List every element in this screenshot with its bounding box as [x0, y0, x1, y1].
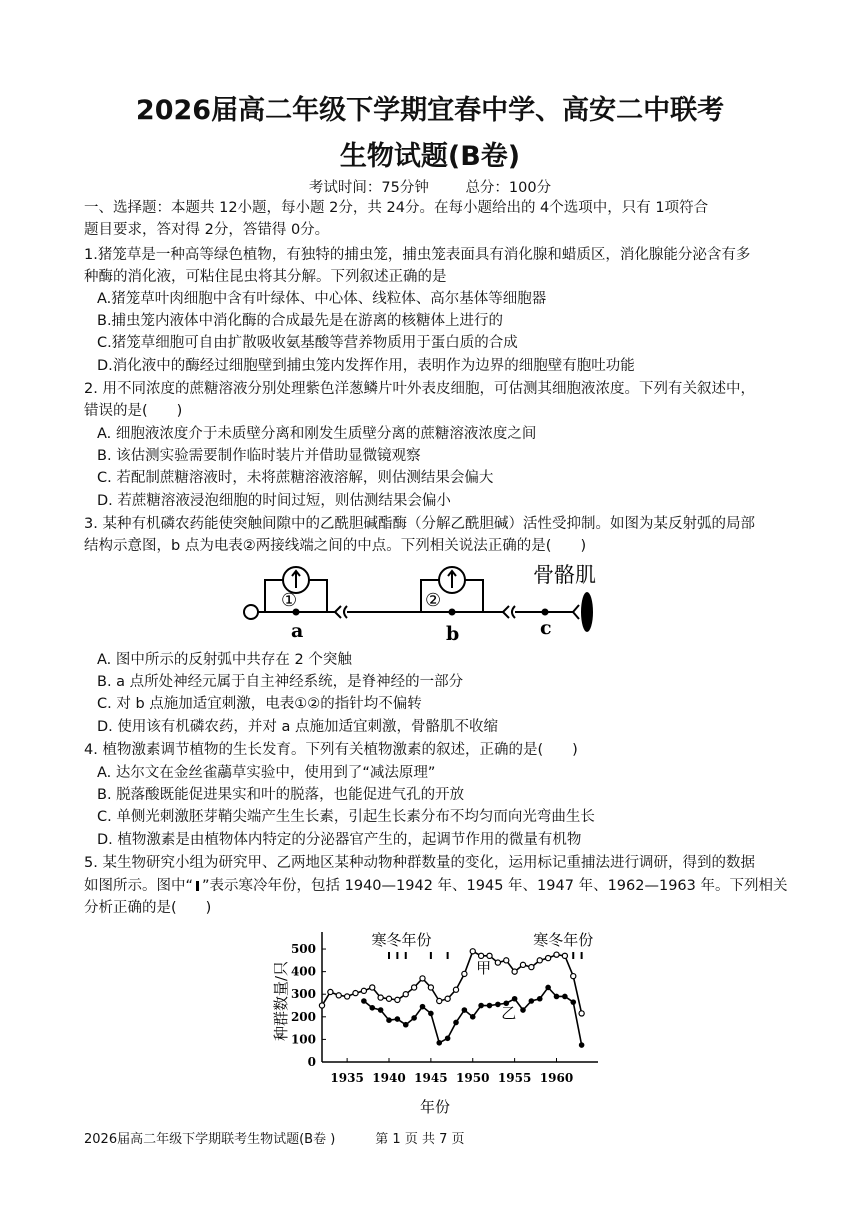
- y-tick-label: 500: [290, 942, 316, 957]
- point-a-label: a: [291, 620, 304, 642]
- q5-stem-3: 分析正确的是( ): [84, 900, 212, 916]
- series-jia-point: [395, 997, 400, 1002]
- section-instruction-2: 题目要求，答对得 2分，答错得 0分。: [84, 222, 330, 238]
- series-jia-point: [470, 949, 475, 954]
- page-footer: [84, 1128, 465, 1147]
- series-jia-point: [487, 953, 492, 958]
- series-jia-point: [319, 1003, 324, 1008]
- series-yi-point: [436, 1040, 442, 1046]
- series-yi-point: [512, 996, 518, 1002]
- q3-stem-2: 结构示意图，b 点为电表②两接线端之间的中点。下列相关说法正确的是( ): [84, 538, 587, 554]
- series-jia-point: [445, 996, 450, 1001]
- series-yi-point: [445, 1035, 451, 1041]
- series-jia-point: [562, 953, 567, 958]
- series-jia-point: [345, 994, 350, 999]
- x-tick-label: 1935: [330, 1071, 364, 1085]
- q3-stem-1: 3. 某种有机磷农药能使突触间隙中的乙酰胆碱酯酶（分解乙酰胆碱）活性受抑制。如图为某反射弧的局部: [84, 516, 755, 532]
- series-jia-point: [579, 1011, 584, 1016]
- q4-option-d: D. 植物激素是由植物体内特定的分泌器官产生的，起调节作用的微量有机物: [97, 832, 582, 848]
- q2-option-a: A. 细胞液浓度介于未质壁分离和刚发生质壁分离的蔗糖溶液浓度之间: [97, 426, 537, 442]
- series-jia-point: [479, 953, 484, 958]
- point-b-label: b: [446, 623, 460, 645]
- point-b-dot: [449, 609, 456, 616]
- muscle-label: 骨骼肌: [533, 563, 596, 587]
- series-yi-point: [487, 1003, 493, 1009]
- series-jia-point: [361, 988, 366, 993]
- series-jia-point: [529, 965, 534, 970]
- y-tick-label: 400: [290, 964, 316, 979]
- x-tick-label: 1945: [414, 1071, 448, 1085]
- series-yi-point: [420, 1004, 426, 1010]
- series-jia-point: [378, 995, 383, 1000]
- series-jia-point: [554, 952, 559, 957]
- q4-stem: 4. 植物激素调节植物的生长发育。下列有关植物激素的叙述，正确的是( ): [84, 742, 578, 758]
- series-label-jia: 甲: [476, 958, 492, 977]
- series-label-yi: 乙: [501, 1003, 517, 1022]
- series-jia-point: [571, 974, 576, 979]
- series-jia-point: [403, 992, 408, 997]
- meter-2-label: ②: [425, 590, 442, 611]
- series-yi-point: [453, 1020, 459, 1026]
- series-jia-point: [428, 985, 433, 990]
- q1-option-c: C.猪笼草细胞可自由扩散吸收氨基酸等营养物质用于蛋白质的合成: [97, 335, 518, 351]
- meter-1-label: ①: [281, 590, 298, 611]
- series-jia-point: [412, 985, 417, 990]
- series-yi-point: [495, 1002, 501, 1008]
- q3-option-b: B. a 点所处神经元属于自主神经系统，是脊神经的一部分: [97, 674, 464, 690]
- series-yi-point: [545, 985, 551, 991]
- exam-meta: [0, 176, 860, 197]
- series-yi-point: [579, 1042, 585, 1048]
- synapse-2: [503, 606, 515, 618]
- series-yi-point: [386, 1017, 392, 1023]
- exam-title: 2026届高二年级下学期宜春中学、高安二中联考: [135, 95, 725, 126]
- series-jia-point: [437, 998, 442, 1003]
- q2-option-c: C. 若配制蔗糖溶液时，未将蔗糖溶液溶解，则估测结果会偏大: [97, 470, 494, 486]
- footer-title: 2026届高二年级下学期联考生物试题(B卷 ): [84, 1132, 336, 1147]
- y-tick-label: 100: [290, 1032, 316, 1047]
- q2-stem-1: 2. 用不同浓度的蔗糖溶液分别处理紫色洋葱鳞片叶外表皮细胞，可估测其细胞液浓度。下列有关叙述中，: [84, 381, 755, 397]
- cell-body: [244, 605, 258, 619]
- series-jia-point: [386, 996, 391, 1001]
- q4-option-a: A. 达尔文在金丝雀虉草实验中，使用到了“减法原理”: [97, 765, 436, 781]
- q2-stem-2: 错误的是( ): [84, 403, 183, 419]
- exam-time: 考试时间：75分钟: [308, 180, 429, 196]
- muscle-shape: [581, 592, 593, 632]
- series-yi-point: [478, 1003, 484, 1009]
- q3-option-a: A. 图中所示的反射弧中共存在 2 个突触: [97, 652, 352, 668]
- q4-option-c: C. 单侧光刺激胚芽鞘尖端产生生长素，引起生长素分布不均匀而向光弯曲生长: [97, 809, 595, 825]
- q3-option-c: C. 对 b 点施加适宜刺激，电表①②的指针均不偏转: [97, 696, 422, 712]
- q1-option-b: B.捕虫笼内液体中消化酶的合成最先是在游离的核糖体上进行的: [97, 313, 504, 329]
- series-yi-point: [462, 1007, 468, 1013]
- q4-option-b: B. 脱落酸既能促进果实和叶的脱落，也能促进气孔的开放: [97, 787, 465, 803]
- reflex-arc-diagram: [235, 560, 625, 645]
- q5-stem-2a: 如图所示。图中“: [84, 878, 194, 894]
- x-tick-label: 1950: [456, 1071, 490, 1085]
- series-yi-point: [520, 1007, 526, 1013]
- series-yi-point: [361, 998, 367, 1004]
- synapse-1: [335, 606, 347, 618]
- q2-option-d: D. 若蔗糖溶液浸泡细胞的时间过短，则估测结果会偏小: [97, 493, 451, 509]
- series-jia-point: [512, 969, 517, 974]
- x-tick-label: 1955: [497, 1071, 532, 1085]
- x-tick-label: 1940: [372, 1071, 406, 1085]
- q5-stem-1: 5. 某生物研究小组为研究甲、乙两地区某种动物种群数量的变化，运用标记重捕法进行调研，得到的数据: [84, 855, 755, 871]
- series-yi-point: [411, 1015, 417, 1021]
- series-yi-point: [570, 999, 576, 1005]
- total-score: 总分：100分: [465, 180, 552, 196]
- q3-option-d: D. 使用该有机磷农药，并对 a 点施加适宜刺激，骨骼肌不收缩: [97, 719, 498, 735]
- neuromuscular-junction: [573, 605, 579, 619]
- series-jia-point: [537, 958, 542, 963]
- point-c-dot: [542, 609, 549, 616]
- series-yi-point: [554, 994, 560, 1000]
- footer-page: 第 1 页 共 7 页: [375, 1132, 465, 1147]
- y-tick-label: 300: [290, 987, 316, 1002]
- series-yi-point: [428, 1011, 434, 1017]
- series-jia-point: [462, 971, 467, 976]
- series-jia-point: [353, 990, 358, 995]
- x-tick-label: 1960: [539, 1071, 574, 1085]
- series-jia-point: [520, 962, 525, 967]
- series-jia-point: [420, 976, 425, 981]
- q1-stem-1: 1.猪笼草是一种高等绿色植物，有独特的捕虫笼，捕虫笼表面具有消化腺和蜡质区，消化腺能分泌含有多: [84, 247, 751, 263]
- y-tick-label: 0: [307, 1055, 316, 1069]
- series-yi-point: [470, 1014, 476, 1020]
- point-c-label: c: [540, 617, 552, 639]
- q1-option-a: A.猪笼草叶肉细胞中含有叶绿体、中心体、线粒体、高尔基体等细胞器: [97, 291, 547, 307]
- section-instruction-1: 一、选择题：本题共 12小题，每小题 2分，共 24分。在每小题给出的 4个选项中，只有 1项符合: [84, 200, 709, 216]
- series-jia-point: [453, 987, 458, 992]
- cold-years-label-1: 寒冬年份: [371, 931, 432, 949]
- series-jia-point: [328, 989, 333, 994]
- q2-option-b: B. 该估测实验需要制作临时装片并借助显微镜观察: [97, 448, 421, 464]
- series-jia-point: [504, 958, 509, 963]
- series-yi-point: [537, 996, 543, 1002]
- series-yi-point: [562, 994, 568, 1000]
- series-jia-point: [546, 955, 551, 960]
- exam-subtitle: 生物试题(B卷): [339, 141, 521, 172]
- y-tick-label: 200: [290, 1009, 316, 1024]
- q5-stem-2: [84, 875, 787, 897]
- y-axis-label: 种群数量/只: [272, 960, 290, 1042]
- series-yi-point: [378, 1007, 384, 1013]
- series-yi-point: [369, 1005, 375, 1011]
- q5-stem-2b: ”表示寒冷年份，包括 1940—1942 年、1945 年、1947 年、1962—1963 年。下列相关: [202, 878, 788, 894]
- population-chart: [260, 920, 640, 1120]
- q1-option-d: D.消化液中的酶经过细胞壁到捕虫笼内发挥作用，表明作为边界的细胞壁有胞吐功能: [97, 358, 635, 374]
- series-yi-point: [529, 998, 535, 1004]
- series-jia-point: [370, 985, 375, 990]
- cold-year-marker-icon: [196, 881, 199, 891]
- series-yi-point: [395, 1016, 401, 1022]
- x-axis-label: 年份: [419, 1098, 451, 1116]
- q1-stem-2: 种酶的消化液，可粘住昆虫将其分解。下列叙述正确的是: [84, 269, 447, 285]
- series-jia-point: [336, 993, 341, 998]
- series-yi-point: [403, 1022, 409, 1028]
- cold-years-label-2: 寒冬年份: [533, 931, 594, 949]
- series-jia-point: [495, 960, 500, 965]
